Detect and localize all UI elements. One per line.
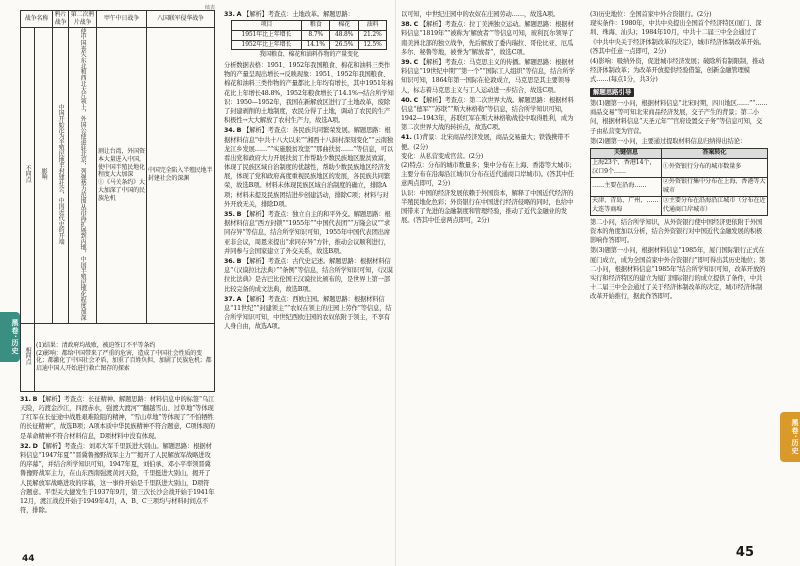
table-header-cell: 八国联军侵华战争 (147, 11, 215, 28)
question-number: 37. (224, 295, 235, 303)
table-cell: ②外资银行集中分布在上海、香港等大城市 (661, 177, 767, 196)
answer-letter: B (32, 395, 38, 403)
column-3 (401, 10, 579, 555)
answer-text: 【解析】考查点：第二次世界大战。解题思路：根据材料信息“德军”“苏联”“斯大林格勒”等信息，结合所学知识可知，1942—1943年，苏联红军在斯大林格勒战役中取得胜利，成为第二次世界大战的转折点，故选C项。 (401, 96, 574, 132)
answer-text: 【解析】考查点：长征精神。解题思路：材料信息中的标签“乌江天险，巧渡金沙江，四渡赤水，强渡大渡河”“翻越雪山、过草地”等体现了红军在长征途中战胜艰难险阻的精神，“雪山草地”等体现了“不怕牺牲的长征精神”，故选B项；A项本质中华民族精神不符合题意，C项体现的是革命精神不符合材料信息，D项材料中没有体现。 (20, 395, 215, 440)
table-cell: 天津、青岛、广州、……大连等商埠 (591, 196, 662, 215)
answer-34 (224, 126, 394, 209)
war-comparison-table (20, 10, 215, 392)
answer-text: 【解析】考查点：各民族共同繁荣发展。解题思路：根据材料信息“中共十八大以来”“湘西十八洞村深刻变化”“云南独龙江乡发展……”“实施脱贫攻坚”“那曲扶贫……”等信息，可以看出党和政府大力开展扶贫工作帮助少数民族地区脱贫致富，体现了民族区域自治制度的优越性，帮助少数民族地区经济发展，体现了党和政府高度重视民族地区的发展，各民族共同繁荣，故选B项。材料未体现民族区域自治制度的确立，排除A项；材料未提及民族团结进步创建活动，排除C项；材料与对外开放无关，排除D项。 (224, 127, 394, 208)
answer-letter: A (236, 11, 242, 18)
table-cell: ③主要分布在沿海沿江城市（分布在近代通商口岸城市） (661, 196, 767, 215)
table-cell: 8.7% (302, 30, 330, 40)
answer-text: 【解析】考查点：独立自主的和平外交。解题思路：根据材料信息“西方封锁”“1955年”“中国代表团”“万隆会议”“求同存异”等信息，结合所学知识可知，1955年中国代表团出席亚非会议，周恩来提出“求同存异”方针，推动会议顺利进行，并同参与会国家建立了外交关系，故选B项。 (224, 211, 391, 255)
common-row: (2)影响：都给中国带来了严重的危害，造成了中国社会性质的变化；都激化了中国社会矛盾，加重了百姓负担，加剧了民族危机；都启迪中国人开始进行救亡图存的探索 (36, 349, 212, 373)
answer-letter: B (236, 211, 242, 218)
question-number: 36. (224, 257, 235, 265)
answer-41-part-4: (4)影响：吸纳外资，促进城市经济发展；破除所有制限制，推动经济体制改革；为改革开放提供经验借鉴，创新金融管理模式……(每点1分，共3分) (590, 57, 765, 84)
table-cell: ……主要在沿海…… (591, 177, 662, 196)
question-number: 31. (20, 395, 31, 403)
guide-paragraph: 第(3)题第一小问，根据材料信息“1985年，厦门国际银行正式在厦门成立，成为全国首家中外合资银行”即可得出其历史地位；第二小问，根据材料信息“1985年”结合所学知识可知，改革开放的实行和经济特区的建立为厦门国际银行的成立提供了条件，中共十二届三中全会通过了关于经济体制改革的决定，城市经济体制改革开始推行，据此作答即可。 (590, 247, 766, 301)
table-header-cell: 关键信息 (591, 148, 662, 158)
table-cell (147, 27, 215, 323)
table-cell (69, 27, 97, 323)
answer-37 (224, 295, 394, 332)
answer-letter: C (413, 58, 419, 66)
guide-paragraph: 第(2)题第一小问，主要通过提取材料信息归纳得出结论： (590, 137, 746, 145)
side-tab-left: 黑卷·历史 (0, 312, 20, 362)
side-label-cell (21, 27, 35, 323)
table-header-cell: 棉花 (330, 21, 358, 31)
common-content-cell (35, 323, 215, 391)
table-header-cell: 粮食 (302, 21, 330, 31)
answer-text: 【解析】考查点：马克思主义的传播。解题思路：根据材料信息“19世纪中期”“第一个”“国际工人组织”等信息，结合所学知识可知，1864年第一国际在伦敦成立，马克思是其主要领导人，标志着马克思主义与工人运动进一步结合，故选C项。 (401, 58, 575, 94)
table-header-cell: 战争名称 (21, 11, 53, 28)
column-1 (20, 10, 215, 550)
answer-text: 【解析】考查点：西欧庄园。解题思路：根据材料信息“11世纪”“封建领主”“农奴在领主的庄园上劳作”等信息，结合所学知识可知，中世纪西欧庄园的农奴依附于领主，不享有人身自由，故选A项。 (224, 295, 392, 331)
answer-33-analysis: 分析数据表格：1951、1952年我国粮食、棉花和油料三类作物的产量呈现出增长→反映现象：1951、1952年我国粮食、棉花和油料三类作物的产量都比上年均有增长，其中1951年棉花比上年增长48.8%，1952年粮食增长了14.1%→结合所学知识：1950—1952年，我国在新解放区进行了土地改革，废除了封建剥削的土地制度，农民分得了土地，调动了农民的生产积极性→大大解放了农村生产力，故选A项。 (224, 62, 394, 125)
question-number: 34. (224, 127, 235, 135)
table-header-cell: 第二次鸦片战争 (69, 11, 97, 28)
answer-36 (224, 257, 394, 294)
table-cell (53, 27, 69, 323)
answer-41 (401, 133, 579, 225)
table-row (231, 40, 386, 50)
table-header-cell: 答案转化 (661, 148, 767, 158)
answer-33 (224, 10, 394, 19)
cell-text: 使中国丧失东北和西北大片领土，外国公使进驻北京，列强势力范围从沿海扩展到内地，中国半殖民地化程度加深 (79, 27, 87, 321)
answer-text: 【解析】考查点：拉丁美洲独立运动。解题思路：根据材料信息“1819年”“被称为‘解放者’”等信息可知，玻利瓦尔领导了南美洲北部的独立战争，先后解放了委内瑞拉、哥伦比亚、厄瓜多尔、秘鲁等地，被誉为“解放者”，故选C项。 (401, 21, 574, 56)
table-row (591, 158, 768, 177)
question-number: 35. (224, 211, 235, 218)
answer-text: 【解析】考查点：刘邓大军千里跃进大别山。解题思路：根据材料信息“1947年夏”“晋冀鲁豫野战军主力”“揭开了人民解放军战略进攻的序幕”，并结合所学知识可知，1947年夏，刘伯承、邓小平率领晋冀鲁豫野战军主力，在山东西南强渡黄河天险，千里挺进大别山，揭开了人民解放军战略进攻的序幕，这一事件开始是千里跃进大别山，D项符合题意。平型关大捷发生于1937年9月，第三次长沙会战开始于1941年12月，渡江战役开始于1949年4月，A、B、C三项均与材料时间点不符，排除。 (20, 442, 215, 515)
guide-paragraph: 第二小问，结合所学知识，从外资银行使中国经济更依附于外国资本的角度加以分析，结合外资银行对中国近代金融发展的积极影响作答即可。 (590, 218, 763, 245)
answer-letter: D (32, 442, 38, 450)
cell-text: 割让台湾，外国资本大量进入中国，使中国半殖民地化程度大大加深 (98, 147, 145, 179)
section-tag: 解题思路引导 (590, 88, 634, 97)
table-cell: 上海23个，香港14个，汉口9个…… (591, 158, 662, 177)
table-cell: 1951年比上年增长 (231, 30, 301, 40)
answer-letter: B (236, 257, 242, 265)
row-label-cell (35, 27, 53, 323)
table-cell (97, 27, 147, 323)
answer-31 (20, 395, 215, 441)
page-number-right: 45 (735, 545, 754, 560)
answer-letter: C (413, 21, 419, 29)
table-row (591, 177, 768, 196)
table-header-cell: 油料 (358, 21, 386, 31)
key-info-table (590, 148, 768, 216)
side-label: 不同点 (24, 165, 32, 183)
answer-text: 【解析】考查点：土地改革。解题思路： (243, 11, 354, 18)
table-header-cell: 项目 (231, 21, 301, 31)
common-label-cell (21, 323, 35, 391)
answer-letter: B (236, 127, 242, 135)
crop-output-table (231, 20, 387, 50)
cell-text: 中国开始沦为半殖民地半封建社会，中国近代史的开端 (57, 103, 65, 245)
table-cell: 26.5% (330, 40, 358, 50)
cell-text: ①《马关条约》大大加深了中国的民族危机 (98, 179, 145, 202)
table-header-row (591, 148, 768, 158)
table-row (21, 27, 215, 323)
answer-39 (401, 58, 579, 95)
table-row (231, 30, 386, 40)
table-cell: 12.5% (358, 40, 386, 50)
column-2 (224, 10, 394, 555)
answer-text: 【解析】考查点：古代史记述。解题思路：根据材料信息“（汉谟拉比法典）”“条例”等信息，结合所学知识可知，《汉谟拉比法典》是古巴比伦国王汉谟拉比颁布的，是世界上第一部比较完备的成文法典，故选B项。 (224, 257, 393, 293)
guide-paragraph: 第(1)题第一小问，根据材料信息“北宋时期，四川地区……”“……商品交易”等可知北宋商品经济发展，交子产生的背景；第二小问，根据材料信息“天圣元年”“官府设置交子务”等信息可知，交子由私营变为官营。 (590, 99, 768, 135)
cell-text: 中国完全陷入半殖民地半封建社会的深渊 (148, 167, 213, 183)
page-number-left: 44 (22, 554, 35, 564)
common-row: (1)结果：清政府均战败，被迫签订不平等条约 (36, 341, 156, 349)
table-cell: 1952年比上年增长 (231, 40, 301, 50)
table-row (21, 323, 215, 391)
page-fold (395, 0, 396, 566)
answer-35 (224, 210, 394, 256)
question-number: 41. (401, 134, 412, 142)
question-number: 33. (224, 11, 235, 18)
row-label: 影响 (40, 168, 48, 180)
answer-38 (401, 20, 579, 57)
table-caption: 我国粮食、棉花和油料作物的产量变化 (259, 51, 359, 59)
table-cell: ①外资银行分布的城市数量多 (661, 158, 767, 177)
table-cell: 21.2% (358, 30, 386, 40)
answer-32 (20, 442, 215, 516)
answer-letter: C (413, 96, 419, 104)
column-4 (590, 10, 768, 555)
answer-40 (401, 96, 579, 133)
table-header-row (231, 21, 386, 31)
question-number: 39. (401, 58, 412, 66)
answer-41-part-3: (3)历史地位：全国首家中外合资银行。(2分) 现实条件：1980年，中共中央提出全国首个经济特区(厦门、深圳、珠海、汕头)；1984年10月，中共十二届三中全会通过了《中共中央关于经济体制改革的决定》，城市经济体制改革开始。(答其中任意一点即可，2分) (590, 11, 766, 55)
answer-text: (1)背景：北宋商品经济发展，商品交易量大；铁钱携带不便。(2分) 变化：从私营变成官营。(2分) (2)特点：分布的城市数量多；集中分布在上海、香港等大城市；主要分布在沿海沿江城市(分布在近代通商口岸城市)。(答其中任意两点即可，2分) 认识：中国的经济发展依赖于外国资本，解释了中国近代经济的半殖民地化色彩；外资银行在中国进行经济侵略的同时，也给中国带来了先进的金融制度和管理经验，推动了近代金融业的发展。(答其中任意两点即可，2分) (401, 134, 576, 225)
continued-label: 续表 (204, 5, 215, 11)
question-number: 32. (20, 442, 31, 450)
answer-letter: A (236, 295, 242, 303)
table-cell: 48.8% (330, 30, 358, 40)
table-header-cell: 鸦片战争 (53, 11, 69, 28)
answer-37-continued: 以可知，中世纪庄园中的农奴在庄园劳动……，故选A项。 (401, 11, 560, 18)
question-number: 38. (401, 21, 412, 29)
table-header-row (21, 11, 215, 28)
table-header-cell: 甲午中日战争 (97, 11, 147, 28)
side-tab-right: 黑卷·历史 (780, 412, 800, 462)
table-cell: 14.1% (302, 40, 330, 50)
question-number: 40. (401, 96, 412, 104)
table-row (591, 196, 768, 215)
common-label: 相同点 (24, 347, 32, 365)
